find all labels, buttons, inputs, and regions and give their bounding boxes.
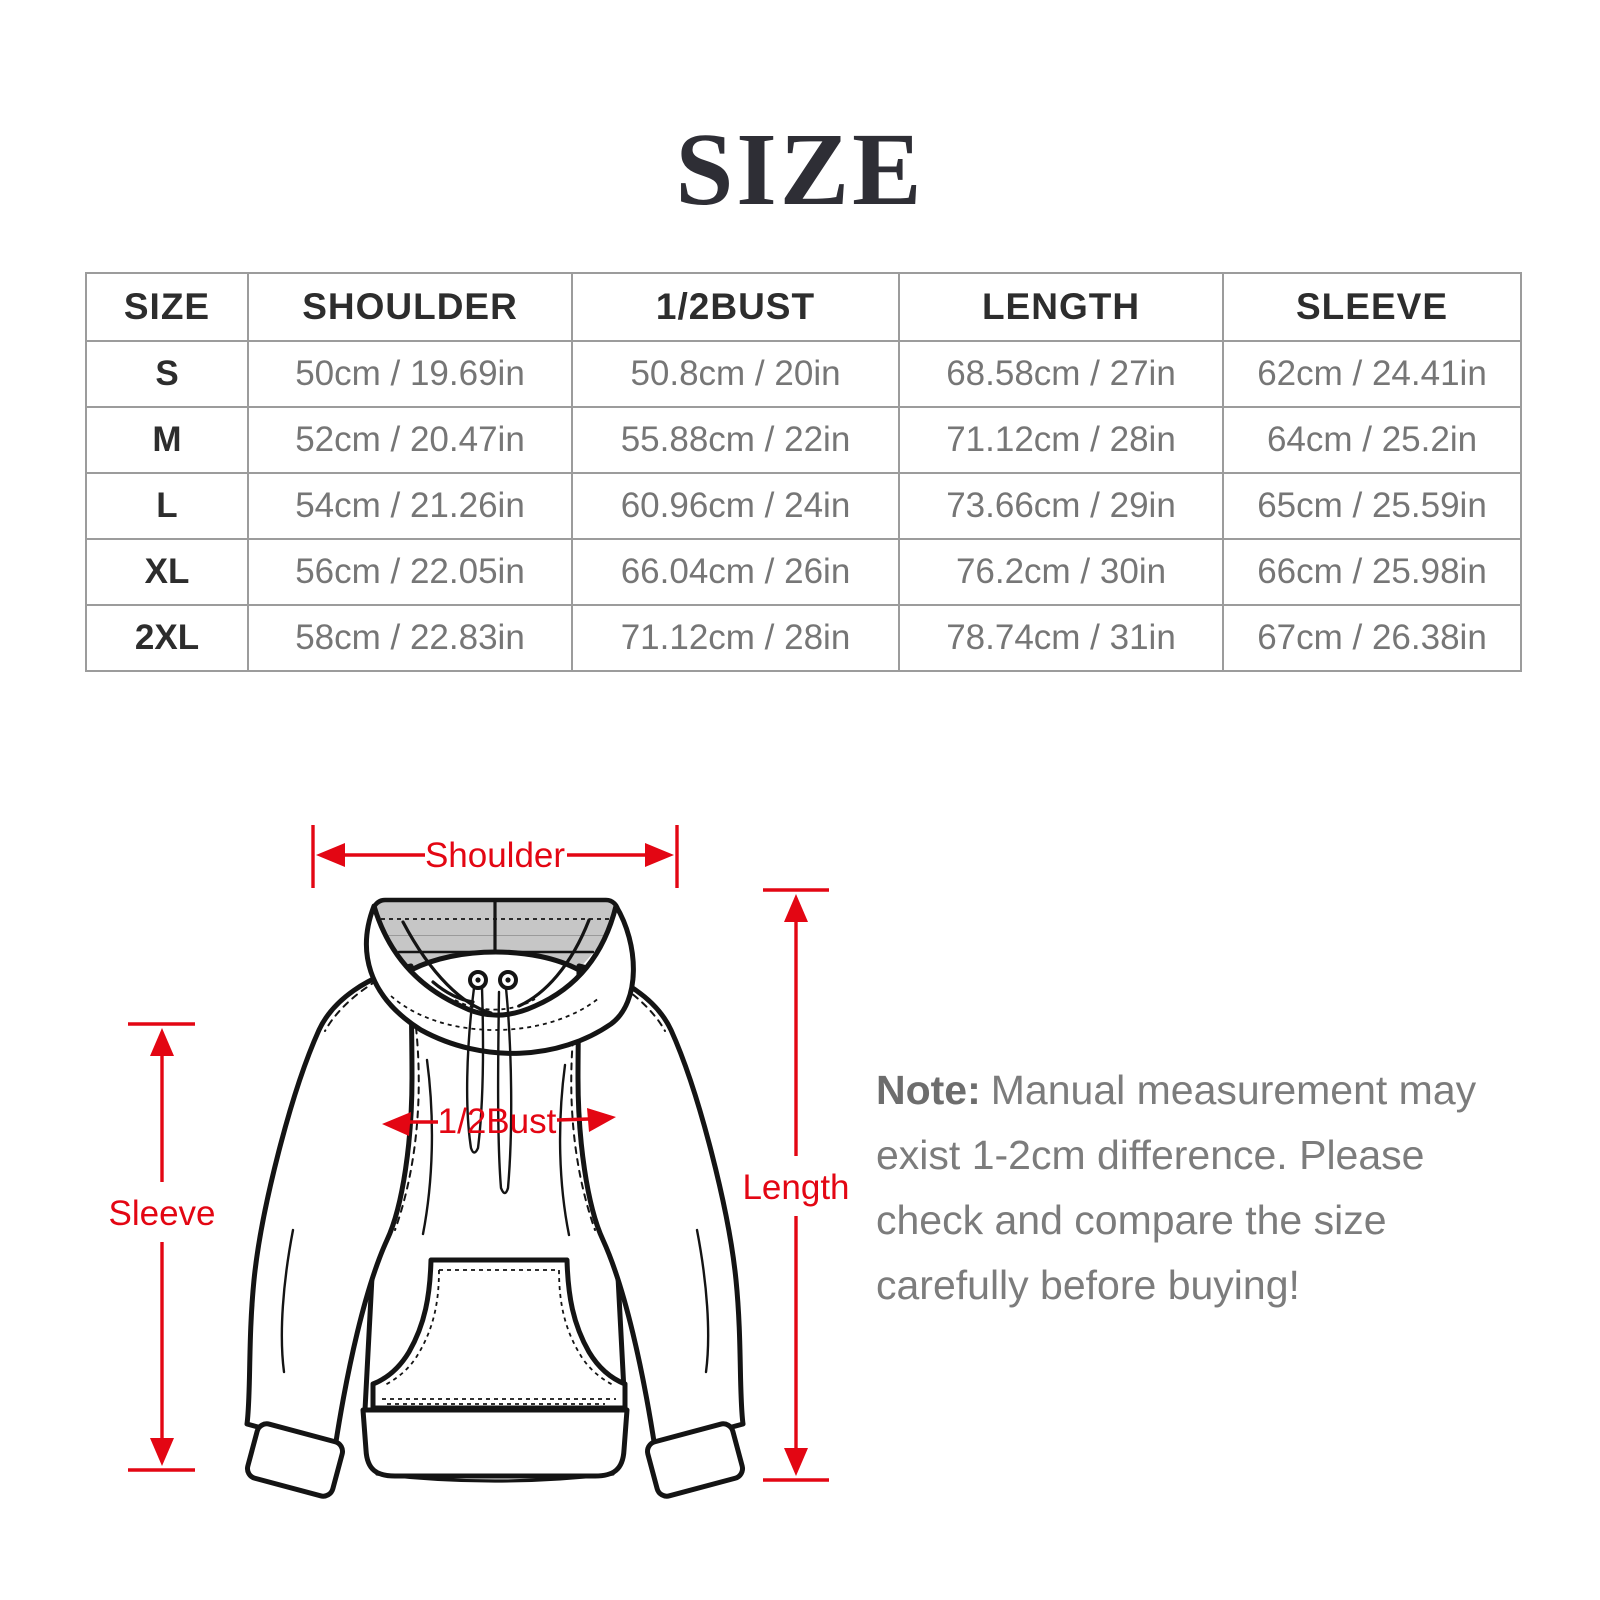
size-label: S <box>86 341 248 407</box>
column-header-shoulder: SHOULDER <box>248 273 572 341</box>
size-label: L <box>86 473 248 539</box>
shoulder-value: 56cm / 22.05in <box>248 539 572 605</box>
note-line: Note: Manual measurement may <box>876 1067 1477 1113</box>
size-table <box>85 272 1522 672</box>
table-row-s <box>86 341 1521 407</box>
size-label: M <box>86 407 248 473</box>
note-text <box>876 1058 1496 1318</box>
sleeve-value: 64cm / 25.2in <box>1223 407 1521 473</box>
size-label: 2XL <box>86 605 248 671</box>
half-bust-label: 1/2Bust <box>437 1102 557 1141</box>
sleeve-label: Sleeve <box>108 1194 216 1233</box>
half-bust-value: 66.04cm / 26in <box>572 539 899 605</box>
column-header-size: SIZE <box>86 273 248 341</box>
column-header-length: LENGTH <box>899 273 1223 341</box>
sleeve-value: 62cm / 24.41in <box>1223 341 1521 407</box>
half-bust-value: 50.8cm / 20in <box>572 341 899 407</box>
shoulder-value: 52cm / 20.47in <box>248 407 572 473</box>
shoulder-value: 50cm / 19.69in <box>248 341 572 407</box>
shoulder-value: 54cm / 21.26in <box>248 473 572 539</box>
sleeve-arrow <box>108 1024 215 1470</box>
table-row-2xl <box>86 605 1521 671</box>
size-label: XL <box>86 539 248 605</box>
hoodie-measurement-diagram <box>95 810 855 1550</box>
note-line: exist 1-2cm difference. Please <box>876 1132 1425 1178</box>
half-bust-value: 71.12cm / 28in <box>572 605 899 671</box>
column-header-halfbust: 1/2BUST <box>572 273 899 341</box>
note-line: carefully before buying! <box>876 1262 1300 1308</box>
half-bust-value: 55.88cm / 22in <box>572 407 899 473</box>
length-value: 78.74cm / 31in <box>899 605 1223 671</box>
table-row-l <box>86 473 1521 539</box>
sleeve-value: 67cm / 26.38in <box>1223 605 1521 671</box>
length-value: 76.2cm / 30in <box>899 539 1223 605</box>
note-line: check and compare the size <box>876 1197 1387 1243</box>
table-row-xl <box>86 539 1521 605</box>
sleeve-value: 65cm / 25.59in <box>1223 473 1521 539</box>
length-value: 71.12cm / 28in <box>899 407 1223 473</box>
sleeve-value: 66cm / 25.98in <box>1223 539 1521 605</box>
table-header-row <box>86 273 1521 341</box>
length-label: Length <box>742 1168 850 1207</box>
table-row-m <box>86 407 1521 473</box>
page-title: SIZE <box>675 112 925 227</box>
note-prefix: Note: <box>876 1067 981 1113</box>
length-arrow <box>742 890 849 1480</box>
length-value: 68.58cm / 27in <box>899 341 1223 407</box>
shoulder-label: Shoulder <box>424 836 566 875</box>
column-header-sleeve: SLEEVE <box>1223 273 1521 341</box>
shoulder-value: 58cm / 22.83in <box>248 605 572 671</box>
waistband <box>363 1404 627 1481</box>
shoulder-arrow <box>313 825 677 888</box>
half-bust-value: 60.96cm / 24in <box>572 473 899 539</box>
length-value: 73.66cm / 29in <box>899 473 1223 539</box>
